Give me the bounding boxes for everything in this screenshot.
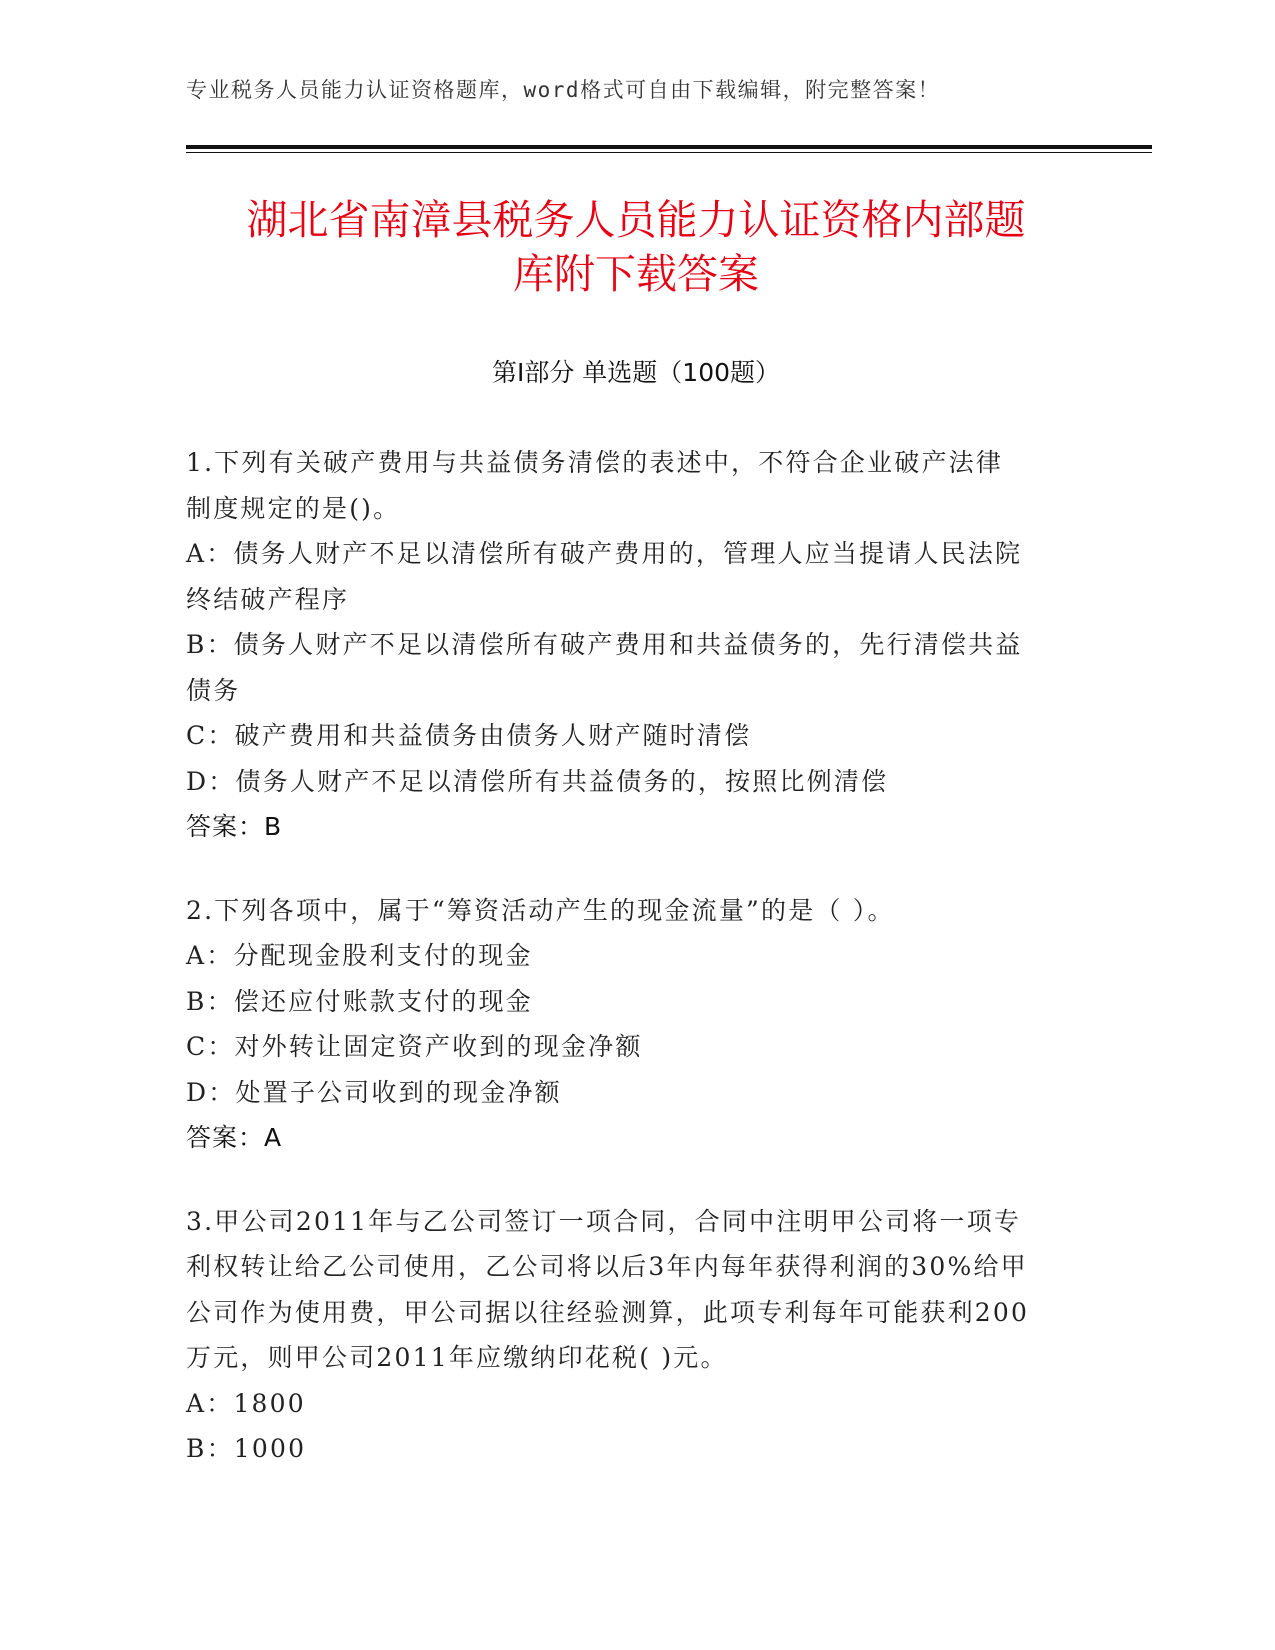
option-d: D：债务人财产不足以清偿所有共益债务的，按照比例清偿 — [186, 766, 889, 796]
option-b: B：偿还应付账款支付的现金 — [186, 986, 533, 1016]
header-rule-thin — [186, 152, 1152, 153]
question-stem-line: 公司作为使用费，甲公司据以往经验测算，此项专利每年可能获利200 — [186, 1297, 1030, 1327]
option-a: A：分配现金股利支付的现金 — [186, 941, 533, 970]
document-title — [186, 193, 1086, 301]
question-stem-line: 利权转让给乙公司使用，乙公司将以后3年内每年获得利润的30%给甲 — [186, 1252, 1028, 1281]
question-stem-line: 1.下列有关破产费用与共益债务清偿的表述中，不符合企业破产法律 — [186, 448, 1004, 477]
option-c: C：破产费用和共益债务由债务人财产随时清偿 — [186, 721, 752, 750]
option-b: B：债务人财产不足以清偿所有破产费用和共益债务的，先行清偿共益 — [186, 630, 1023, 659]
document-title-line-1: 湖北省南漳县税务人员能力认证资格内部题 — [246, 196, 1026, 244]
answer: 答案：A — [186, 1123, 283, 1152]
question-1 — [186, 440, 1086, 850]
question-list — [186, 440, 1086, 1510]
option-d: D：处置子公司收到的现金净额 — [186, 1077, 562, 1107]
option-a-continued: 终结破产程序 — [186, 584, 350, 614]
question-stem-line: 万元，则甲公司2011年应缴纳印花税( )元。 — [186, 1343, 728, 1372]
option-a: A：1800 — [186, 1388, 306, 1418]
section-title: 第Ⅰ部分 单选题（100题） — [491, 358, 781, 387]
header-note: 专业税务人员能力认证资格题库，word格式可自由下载编辑，附完整答案！ — [186, 78, 941, 102]
document-title-line-2: 库附下载答案 — [513, 250, 759, 298]
answer: 答案：B — [186, 812, 283, 841]
question-stem-line: 3.甲公司2011年与乙公司签订一项合同，合同中注明甲公司将一项专 — [186, 1206, 1022, 1236]
option-b: B：1000 — [186, 1434, 307, 1463]
option-a: A：债务人财产不足以清偿所有破产费用的，管理人应当提请人民法院 — [186, 539, 1023, 568]
question-2 — [186, 888, 1086, 1161]
question-stem-line: 2.下列各项中，属于“筹资活动产生的现金流量”的是（ ）。 — [186, 895, 895, 925]
option-b-continued: 债务 — [186, 675, 241, 705]
header-rule-thick — [186, 145, 1152, 149]
question-stem-line: 制度规定的是()。 — [186, 493, 401, 523]
option-c: C：对外转让固定资产收到的现金净额 — [186, 1032, 643, 1061]
question-3 — [186, 1199, 1086, 1472]
